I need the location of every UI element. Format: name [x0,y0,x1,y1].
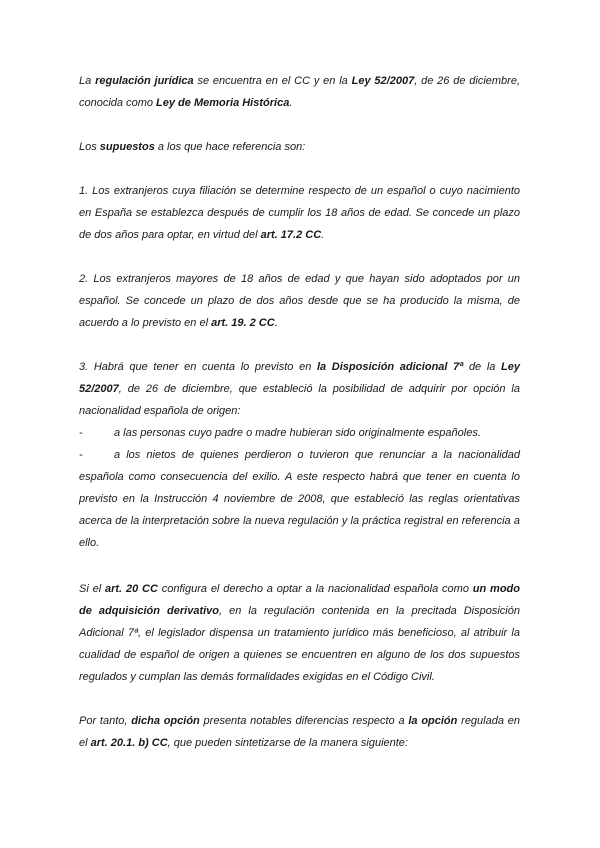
text-run: 1. Los extranjeros cuya filiación se determine respecto de un español o cuyo nacimiento en España se establezca después de cumplir los 18 años de edad. Se concede un plazo de dos años para optar, en virtud del [79,185,520,241]
list-dash: - [79,449,83,461]
text-run: 3. Habrá que tener en cuenta lo previsto en [79,361,317,373]
text-run: configura el derecho a optar a la nacionalidad española como [157,583,473,595]
text-run: , de 26 de diciembre, conocida como [79,75,521,109]
paragraph-case-3 [79,356,520,422]
list-item [79,444,520,554]
paragraph-cases-intro [79,136,520,158]
paragraph-case-2 [79,268,520,334]
text-run: , que pueden sintetizarse de la manera siguiente: [167,737,408,749]
paragraph-art-20 [79,578,520,688]
text-run: a los que hace referencia son: [154,141,306,153]
text-run: La [79,75,96,87]
text-run: , en la regulación contenida en la precitada Disposición Adicional 7ª, el legislador dispensa un tratamiento jurídico más beneficioso, al atribuir la cualidad de español de origen a quienes se encuentren en alguno de los dos supuestos regulados y cumplan las demás formalidades exigidas en el Código Civil. [79,605,520,683]
text-run: Si el [79,583,105,595]
bold-run: Ley 52/2007 [79,361,521,395]
text-run: , de 26 de diciembre, que estableció la posibilidad de adquirir por opción la nacionalidad española de origen: [79,383,520,417]
paragraph-case-1 [79,180,520,246]
paragraph-legal-regulation [79,70,520,114]
text-run: . [321,229,325,241]
bold-run: supuestos [99,141,155,153]
bold-run: dicha opción [131,715,200,727]
list-item [79,422,520,444]
bold-run: art. 20 CC [105,583,158,595]
list-item-text: a las personas cuyo padre o madre hubieran sido originalmente españoles. [114,427,481,439]
text-run: . [274,317,278,329]
bold-run: regulación jurídica [95,75,194,87]
list-item-text: a los nietos de quienes perdieron o tuvieron que renunciar a la nacionalidad española como consecuencia del exilio. A este respecto habrá que tener en cuenta lo previsto en la Instrucción 4 noviembre de 2008, que estableció las reglas orientativas acerca de la interpretación sobre la nueva regulación y la práctica registral en referencia a ello. [79,449,520,549]
text-run: Por tanto, [79,715,132,727]
text-run: . [289,97,293,109]
text-run: 2. Los extranjeros mayores de 18 años de edad y que hayan sido adoptados por un español. Se concede un plazo de dos años desde que se ha producido la misma, de acuerdo a lo previsto en el [79,273,520,329]
text-run: se encuentra en el CC y en la [193,75,352,87]
bold-run: art. 20.1. b) CC [90,737,168,749]
text-run: presenta notables diferencias respecto a [199,715,409,727]
paragraph-conclusion [79,710,520,754]
text-run: de la [463,361,502,373]
text-run: Los [79,141,100,153]
list-dash: - [79,427,83,439]
bold-run: un modo de adquisición derivativo [79,583,520,617]
bold-run: la opción [408,715,458,727]
text-run: regulada en el [79,715,520,749]
bold-run: la Disposición adicional 7ª [316,361,464,373]
bold-run: Ley de Memoria Histórica [156,97,290,109]
bold-run: art. 19. 2 CC [211,317,275,329]
bold-run: Ley 52/2007 [351,75,415,87]
bold-run: art. 17.2 CC [260,229,322,241]
